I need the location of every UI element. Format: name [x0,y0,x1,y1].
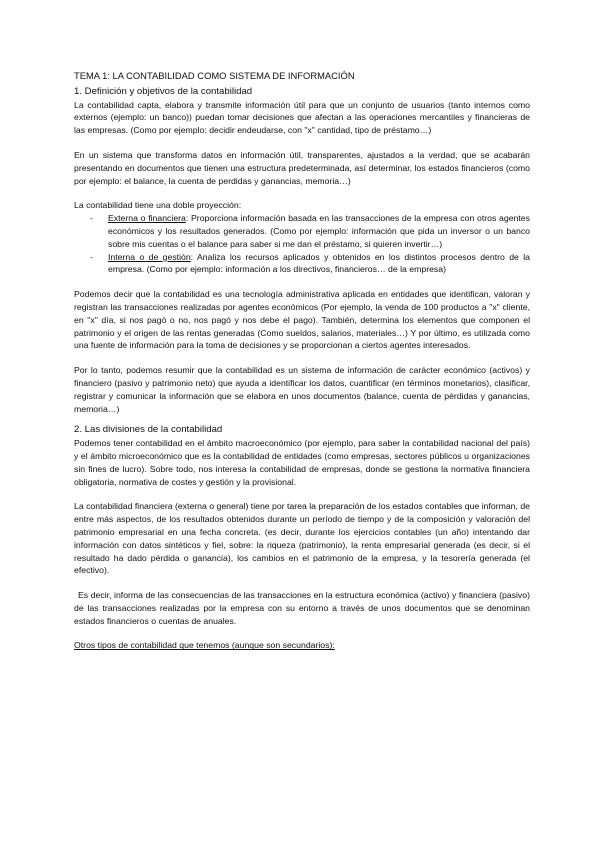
section-2-paragraph-4: Otros tipos de contabilidad que tenemos (aunque son secundarios): [74,640,335,651]
section-1-paragraph-5: Por lo tanto, podemos resumir que la contabilidad es un sistema de información de carácter económico (activos) y financiero (pasivo y patrimonio neto) que ayuda a identificar los datos, cuantificar (en términos monetarios), clasificar, registrar y comunicar la información que se elabora en unos documentos (balance, cuenta de pérdidas y ganancias, memoria…) [74,365,530,414]
section-1-paragraph-4: Podemos decir que la contabilidad es una tecnología administrativa aplicada en entidades que identifican, valoran y registran las transacciones realizadas por agentes económicos (Por ejemplo, la venda de 100 productos a "x" cliente, en "x" día, si nos pagó o no, nos pagó y nos debe el pago). También, determina los elementos que componen el patrimonio y el origen de las rentas generadas (Como sueldos, salarios, materiales…) Y por último, es utilizada como una fuente de información para la toma de decisiones y se proporcionan a ciertos agentes interesados. [74,289,530,351]
section-2-paragraph-1: Podemos tener contabilidad en el ámbito macroeconómico (por ejemplo, para saber la contabilidad nacional del país) y el ámbito microeconómico que es la contabilidad de entidades (como empresas, sectores públicos u organizaciones sin fines de lucro). Sobre todo, nos interesa la contabilidad de empresas, donde se gestiona la normativa financiera obligatoria, normativa de costes y gestión y la provisional. [74,438,530,487]
list-item-term: Externa o financiera [108,213,186,224]
list-item-term: Interna o de gestión [108,251,191,262]
list-item-text: : Proporciona información basada en las transacciones de la empresa con otros agentes económicos y los resultados generados. (Como por ejemplo: información que pida un inversor o un banco sobre mis cuentas o el balance para saber si me dan el préstamo, si quieren invertir…) [108,213,530,249]
section-2-paragraph-2: La contabilidad financiera (externa o general) tiene por tarea la preparación de los estados contables que informan, de entre más aspectos, de los resultados obtenidos durante un período de tiempo y de la composición y valoración del patrimonio empresarial en una fecha concreta. (es decir, durante los ejercicios contables (un año) intentando dar información con datos sintéticos y fiel, sobre: la riqueza (patrimonio), la renta empresarial generada (es decir, si el resultado ha dado pérdida o ganancia), los cambios en el patrimonio de la empresa, y la tesorería generada (el efectivo). [74,501,530,576]
list-item [74,212,530,250]
list-dash: - [90,213,93,224]
section-1-heading: 1. Definición y objetivos de la contabilidad [74,85,253,97]
list-item [74,251,530,277]
list-dash: - [90,251,93,262]
section-1-paragraph-3: La contabilidad tiene una doble proyección: [74,200,242,211]
section-1-paragraph-2: En un sistema que transforma datos en información útil, transparentes, ajustados a la verdad, que se acabarán presentando en documentos que tienen una estructura predeterminada, así determinar, los estados financieros (como por ejemplo: el balance, la cuenta de perdidas y ganancias, memoria…) [74,149,530,186]
section-2-heading: 2. Las divisiones de la contabilidad [74,424,223,436]
document-page [74,70,530,652]
document-title: TEMA 1: LA CONTABILIDAD COMO SISTEMA DE INFORMACIÓN [74,70,355,81]
projection-list [74,212,530,276]
list-item-text: : Analiza los recursos aplicados y obtenidos en los distintos procesos dentro de la empresa. (Como por ejemplo: información a los directivos, financieros… de la empresa) [108,251,530,275]
section-1-paragraph-1: La contabilidad capta, elabora y transmite información útil para que un conjunto de usuarios (tanto internos como externos (ejemplo: un banco)) puedan tomar decisiones que afectan a las operaciones mercantiles y financieras de las empresas. (Como por ejemplo: decidir endeudarse, con "x" cantidad, tipo de préstamo…) [74,99,530,136]
section-2-paragraph-3: Es decir, informa de las consecuencias de las transacciones en la estructura económica (activo) y financiera (pasivo) de las transacciones realizadas por la empresa con su entorno a través de unos documentos que se denominan estados financieros o cuentas de anuales. [74,590,530,626]
